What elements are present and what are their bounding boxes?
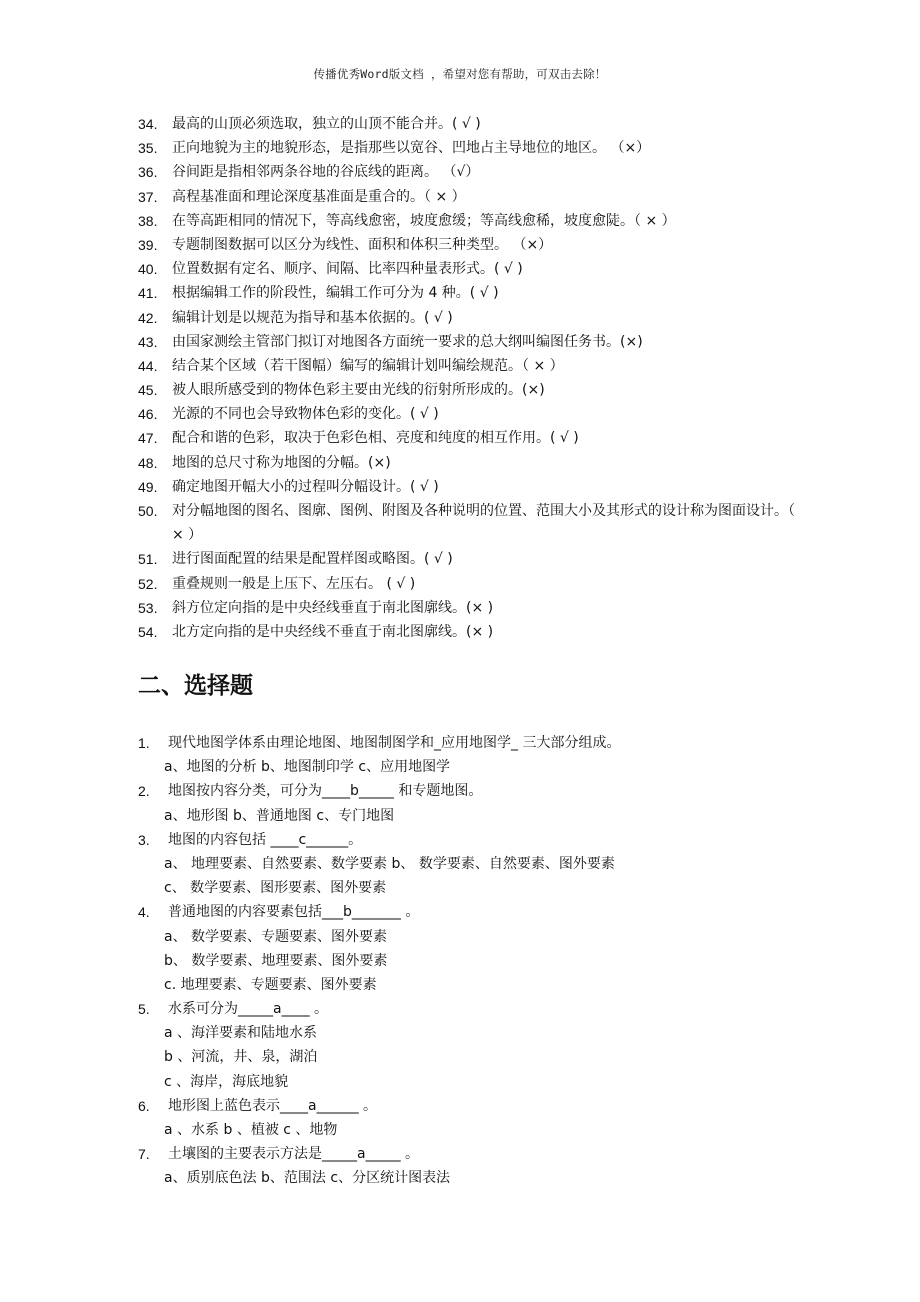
- mc-options-line: a、地图的分析 b、地图制印学 c、应用地图学: [164, 759, 451, 776]
- tf-item-text: 重叠规则一般是上压下、左压右。 ( √ ): [172, 575, 416, 592]
- mc-question: [138, 1094, 818, 1118]
- tf-item: [138, 233, 798, 257]
- tf-item-number: 51.: [138, 551, 158, 568]
- true-false-list: [138, 112, 798, 644]
- mc-question-number: 5.: [138, 1001, 150, 1018]
- mc-question-number: 7.: [138, 1146, 150, 1163]
- tf-item: [138, 475, 798, 499]
- tf-item: [138, 330, 798, 354]
- section-title-multiple-choice: 二、选择题: [138, 673, 253, 699]
- mc-question-number: 3.: [138, 831, 150, 848]
- mc-options-line: b、 数学要素、地理要素、图外要素: [164, 952, 388, 969]
- tf-item-text: 结合某个区域（若干图幅）编写的编辑计划叫编绘规范。（ × ）: [172, 357, 564, 374]
- tf-item: [138, 499, 798, 547]
- tf-item-text: 编辑计划是以规范为指导和基本依据的。( √ ): [172, 309, 453, 326]
- mc-question: [138, 779, 818, 803]
- mc-options-line: a、 地理要素、自然要素、数学要素 b、 数学要素、自然要素、图外要素: [164, 855, 615, 872]
- tf-item: [138, 451, 798, 475]
- mc-options-line: a 、水系 b 、植被 c 、地物: [164, 1122, 338, 1138]
- mc-question: [138, 828, 818, 852]
- tf-item: [138, 281, 798, 305]
- tf-item-text: 最高的山顶必须选取，独立的山顶不能合并。( √ ): [172, 116, 481, 132]
- mc-question: [138, 900, 818, 924]
- mc-question-number: 1.: [138, 735, 150, 751]
- tf-item-number: 46.: [138, 406, 158, 423]
- tf-item-text: 专题制图数据可以区分为线性、面积和体积三种类型。 （×）: [172, 236, 553, 253]
- tf-item: [138, 620, 798, 644]
- tf-item-number: 54.: [138, 623, 158, 640]
- tf-item-number: 48.: [138, 454, 158, 471]
- tf-item-number: 35.: [138, 140, 158, 157]
- mc-question-text: 地图按内容分类，可分为____b_____ 和专题地图。: [168, 783, 483, 800]
- tf-item: [138, 209, 798, 233]
- mc-question-number: 4.: [138, 904, 150, 921]
- tf-item-number: 42.: [138, 309, 158, 326]
- mc-question-text: 地图的内容包括 ____c______。: [168, 831, 363, 848]
- multiple-choice-list: [138, 731, 818, 1191]
- mc-question: [138, 731, 818, 755]
- tf-item: [138, 185, 798, 209]
- mc-options-line: c、 数学要素、图形要素、图外要素: [164, 880, 387, 897]
- tf-item-number: 50.: [138, 503, 158, 519]
- tf-item-text: 位置数据有定名、顺序、间隔、比率四种量表形式。( √ ): [172, 261, 523, 278]
- tf-item-number: 44.: [138, 357, 158, 374]
- tf-item-number: 39.: [138, 236, 158, 253]
- tf-item-text: 斜方位定向指的是中央经线垂直于南北图廓线。(× ): [172, 599, 494, 616]
- tf-item-text: 正向地貌为主的地貌形态，是指那些以宽谷、凹地占主导地位的地区。 （×）: [172, 140, 651, 157]
- tf-item: [138, 426, 798, 450]
- tf-item-text: 进行图面配置的结果是配置样图或略图。( √ ): [172, 551, 453, 568]
- mc-question-text: 土壤图的主要表示方法是_____a_____ 。: [168, 1146, 420, 1163]
- tf-item-text: 谷间距是指相邻两条谷地的谷底线的距离。 （√）: [172, 164, 480, 181]
- tf-item-text: 对分幅地图的图名、图廓、图例、附图及各种说明的位置、范围大小及其形式的设计称为图面设计。（ × ）: [172, 503, 795, 544]
- tf-item: [138, 596, 798, 620]
- tf-item-text: 确定地图开幅大小的过程叫分幅设计。( √ ): [172, 478, 439, 495]
- mc-options-line: a、 数学要素、专题要素、图外要素: [164, 928, 388, 945]
- mc-question-number: 6.: [138, 1097, 150, 1114]
- mc-options-line: c 、海岸，海底地貌: [164, 1073, 289, 1090]
- mc-question: [138, 1142, 818, 1166]
- tf-item: [138, 257, 798, 281]
- tf-item-number: 53.: [138, 599, 158, 616]
- mc-question-text: 普通地图的内容要素包括___b_______ 。: [168, 904, 420, 921]
- tf-item: [138, 160, 798, 184]
- tf-item-text: 高程基准面和理论深度基准面是重合的。（ × ）: [172, 188, 466, 205]
- tf-item-text: 北方定向指的是中央经线不垂直于南北图廓线。(× ): [172, 623, 494, 640]
- tf-item-number: 38.: [138, 212, 158, 229]
- tf-item: [138, 547, 798, 571]
- tf-item-number: 40.: [138, 261, 158, 278]
- tf-item-number: 49.: [138, 478, 158, 495]
- mc-question-text: 地形图上蓝色表示____a______ 。: [168, 1097, 378, 1114]
- tf-item: [138, 572, 798, 596]
- tf-item-number: 37.: [138, 188, 158, 205]
- tf-item-number: 45.: [138, 382, 158, 399]
- tf-item-text: 根据编辑工作的阶段性，编辑工作可分为 4 种。( √ ): [172, 285, 499, 302]
- tf-item: [138, 354, 798, 378]
- tf-item: [138, 112, 798, 136]
- document-header: 传播优秀Word版文档 ，希望对您有帮助，可双击去除！: [313, 67, 607, 81]
- tf-item-text: 在等高距相同的情况下，等高线愈密，坡度愈缓；等高线愈稀，坡度愈陡。（ × ）: [172, 212, 676, 229]
- tf-item-text: 地图的总尺寸称为地图的分幅。(×): [172, 454, 391, 471]
- tf-item: [138, 378, 798, 402]
- mc-question-number: 2.: [138, 783, 150, 800]
- tf-item-number: 41.: [138, 285, 158, 302]
- tf-item-text: 光源的不同也会导致物体色彩的变化。( √ ): [172, 406, 439, 423]
- mc-question-text: 现代地图学体系由理论地图、地图制图学和_应用地图学_ 三大部分组成。: [168, 735, 621, 751]
- tf-item: [138, 136, 798, 160]
- mc-options-line: a 、海洋要素和陆地水系: [164, 1025, 318, 1042]
- mc-options-line: a、质别底色法 b、范围法 c、分区统计图表法: [164, 1170, 451, 1187]
- tf-item-number: 34.: [138, 116, 158, 132]
- tf-item-number: 36.: [138, 164, 158, 181]
- tf-item-number: 52.: [138, 575, 158, 592]
- tf-item-number: 43.: [138, 333, 158, 350]
- tf-item-text: 被人眼所感受到的物体色彩主要由光线的衍射所形成的。(×): [172, 382, 545, 399]
- mc-options-line: b 、河流，井、泉，湖泊: [164, 1049, 318, 1066]
- mc-options-line: c. 地理要素、专题要素、图外要素: [164, 976, 377, 993]
- tf-item: [138, 402, 798, 426]
- tf-item-number: 47.: [138, 430, 158, 447]
- tf-item: [138, 306, 798, 330]
- mc-question-text: 水系可分为_____a____ 。: [168, 1001, 329, 1018]
- tf-item-text: 配合和谐的色彩，取决于色彩色相、亮度和纯度的相互作用。( √ ): [172, 430, 579, 447]
- tf-item-text: 由国家测绘主管部门拟订对地图各方面统一要求的总大纲叫编图任务书。(×): [172, 333, 643, 350]
- mc-question: [138, 997, 818, 1021]
- mc-options-line: a、地形图 b、普通地图 c、专门地图: [164, 807, 395, 824]
